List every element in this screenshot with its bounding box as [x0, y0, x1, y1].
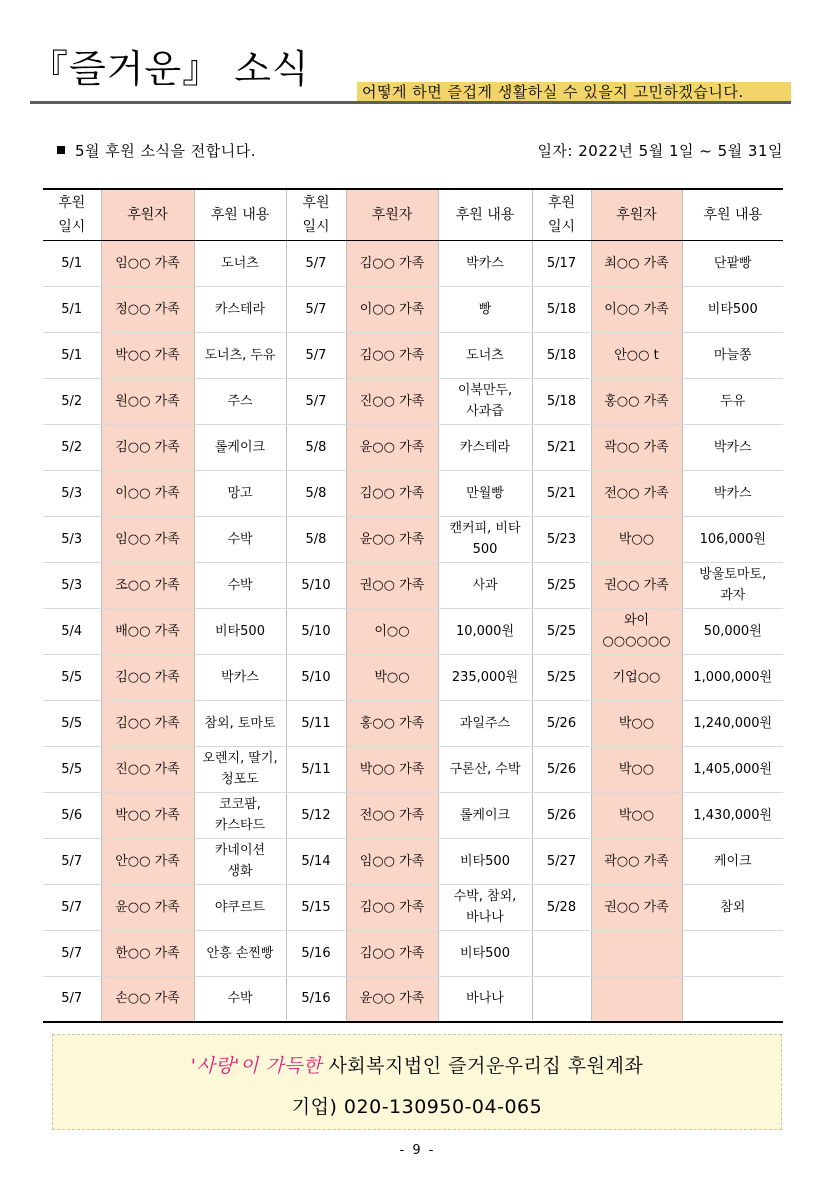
date-cell: 5/23 [532, 516, 591, 562]
date-cell: 5/7 [43, 976, 101, 1022]
date-cell: 5/3 [43, 562, 101, 608]
table-row [43, 240, 783, 286]
donor-cell: 최○○ 가족 [591, 240, 682, 286]
table-row [43, 792, 783, 838]
donor-cell: 진○○ 가족 [101, 746, 194, 792]
date-cell: 5/21 [532, 424, 591, 470]
item-cell: 주스 [194, 378, 286, 424]
donor-cell: 김○○ 가족 [346, 240, 438, 286]
date-cell: 5/8 [286, 516, 346, 562]
item-cell: 캔커피, 비타500 [438, 516, 532, 562]
table-row [43, 976, 783, 1022]
item-cell: 박카스 [194, 654, 286, 700]
table-row [43, 378, 783, 424]
item-cell: 수박 [194, 516, 286, 562]
item-cell: 사과 [438, 562, 532, 608]
date-cell: 5/2 [43, 378, 101, 424]
donor-cell: 박○○ [591, 746, 682, 792]
table-row [43, 746, 783, 792]
column-header: 후원자 [591, 189, 682, 240]
donor-cell: 안○○ 가족 [101, 838, 194, 884]
donor-cell: 임○○ 가족 [101, 240, 194, 286]
table-row [43, 424, 783, 470]
donor-cell: 임○○ 가족 [346, 838, 438, 884]
date-cell: 5/25 [532, 654, 591, 700]
item-cell: 코코팜, 카스타드 [194, 792, 286, 838]
table-row [43, 608, 783, 654]
date-cell: 5/7 [286, 286, 346, 332]
date-cell: 5/25 [532, 562, 591, 608]
date-cell [532, 930, 591, 976]
donor-cell: 김○○ 가족 [101, 700, 194, 746]
date-cell: 5/16 [286, 930, 346, 976]
date-cell: 5/26 [532, 746, 591, 792]
donor-cell: 김○○ 가족 [346, 470, 438, 516]
item-cell: 카스테라 [438, 424, 532, 470]
item-cell: 1,405,000원 [682, 746, 783, 792]
column-header: 후원 내용 [194, 189, 286, 240]
item-cell: 망고 [194, 470, 286, 516]
item-cell: 박카스 [682, 424, 783, 470]
date-cell: 5/8 [286, 470, 346, 516]
donor-cell: 전○○ 가족 [346, 792, 438, 838]
item-cell: 마늘쫑 [682, 332, 783, 378]
donor-cell: 이○○ 가족 [101, 470, 194, 516]
date-cell: 5/18 [532, 286, 591, 332]
date-cell: 5/28 [532, 884, 591, 930]
donor-cell: 박○○ 가족 [346, 746, 438, 792]
donor-cell: 전○○ 가족 [591, 470, 682, 516]
item-cell: 방울토마토, 과자 [682, 562, 783, 608]
item-cell: 단팥빵 [682, 240, 783, 286]
item-cell: 235,000원 [438, 654, 532, 700]
date-cell: 5/10 [286, 654, 346, 700]
donor-cell: 윤○○ 가족 [346, 516, 438, 562]
donor-cell: 김○○ 가족 [101, 424, 194, 470]
table-header-row [43, 189, 783, 240]
header-rule [30, 101, 791, 104]
item-cell: 수박 [194, 562, 286, 608]
donor-cell: 한○○ 가족 [101, 930, 194, 976]
table-row [43, 286, 783, 332]
item-cell: 1,240,000원 [682, 700, 783, 746]
donor-cell: 이○○ 가족 [346, 286, 438, 332]
date-cell: 5/12 [286, 792, 346, 838]
donor-cell: 손○○ 가족 [101, 976, 194, 1022]
column-header: 후원 내용 [682, 189, 783, 240]
item-cell: 1,000,000원 [682, 654, 783, 700]
item-cell: 케이크 [682, 838, 783, 884]
table-row [43, 700, 783, 746]
donor-cell: 김○○ 가족 [346, 884, 438, 930]
item-cell: 참외, 토마토 [194, 700, 286, 746]
table-row [43, 332, 783, 378]
donor-cell: 안○○ t [591, 332, 682, 378]
donor-cell: 김○○ 가족 [346, 332, 438, 378]
item-cell: 비타500 [682, 286, 783, 332]
date-cell: 5/25 [532, 608, 591, 654]
date-cell: 5/21 [532, 470, 591, 516]
item-cell: 야쿠르트 [194, 884, 286, 930]
donor-cell: 권○○ 가족 [591, 884, 682, 930]
donor-cell: 이○○ 가족 [591, 286, 682, 332]
donor-cell: 박○○ 가족 [101, 792, 194, 838]
donor-cell: 박○○ [591, 700, 682, 746]
table-row [43, 470, 783, 516]
item-cell: 수박 [194, 976, 286, 1022]
table-body [43, 240, 783, 1022]
column-header: 후원 일시 [43, 189, 101, 240]
donor-cell: 곽○○ 가족 [591, 838, 682, 884]
date-cell: 5/7 [286, 378, 346, 424]
newsletter-subtitle: 어떻게 하면 즐겁게 생활하실 수 있을지 고민하겠습니다. [357, 82, 791, 103]
donor-cell: 박○○ 가족 [101, 332, 194, 378]
date-cell [532, 976, 591, 1022]
donor-cell: 윤○○ 가족 [346, 424, 438, 470]
item-cell: 이북만두, 사과즙 [438, 378, 532, 424]
item-cell: 박카스 [438, 240, 532, 286]
donor-cell: 조○○ 가족 [101, 562, 194, 608]
date-cell: 5/3 [43, 516, 101, 562]
headline-text: 5월 후원 소식을 전합니다. [75, 142, 257, 160]
date-cell: 5/4 [43, 608, 101, 654]
item-cell: 도너츠 [194, 240, 286, 286]
item-cell: 만월빵 [438, 470, 532, 516]
date-cell: 5/8 [286, 424, 346, 470]
date-cell: 5/14 [286, 838, 346, 884]
item-cell: 비타500 [438, 838, 532, 884]
date-cell: 5/5 [43, 700, 101, 746]
date-cell: 5/1 [43, 332, 101, 378]
account-number: 기업) 020-130950-04-065 [291, 1096, 543, 1118]
column-header: 후원 일시 [286, 189, 346, 240]
date-cell: 5/15 [286, 884, 346, 930]
donor-cell: 배○○ 가족 [101, 608, 194, 654]
section-headline [57, 140, 256, 161]
date-cell: 5/7 [286, 240, 346, 286]
donation-account-box [52, 1034, 782, 1130]
organization-name: 사회복지법인 즐거운우리집 후원계좌 [328, 1055, 644, 1077]
account-heading [53, 1051, 781, 1078]
donor-cell: 이○○ [346, 608, 438, 654]
date-cell: 5/27 [532, 838, 591, 884]
donor-cell: 임○○ 가족 [101, 516, 194, 562]
date-cell: 5/11 [286, 746, 346, 792]
donor-cell: 김○○ 가족 [346, 930, 438, 976]
date-cell: 5/7 [43, 838, 101, 884]
item-cell: 참외 [682, 884, 783, 930]
item-cell: 롤케이크 [194, 424, 286, 470]
date-cell: 5/26 [532, 792, 591, 838]
date-cell: 5/18 [532, 378, 591, 424]
donor-cell [591, 930, 682, 976]
item-cell: 카네이션 생화 [194, 838, 286, 884]
table-row [43, 838, 783, 884]
table-row [43, 654, 783, 700]
donor-cell: 윤○○ 가족 [101, 884, 194, 930]
donor-cell: 권○○ 가족 [591, 562, 682, 608]
column-header: 후원자 [101, 189, 194, 240]
table-row [43, 930, 783, 976]
item-cell: 10,000원 [438, 608, 532, 654]
date-cell: 5/10 [286, 608, 346, 654]
item-cell: 1,430,000원 [682, 792, 783, 838]
item-cell: 비타500 [194, 608, 286, 654]
donor-cell: 홍○○ 가족 [591, 378, 682, 424]
donor-cell: 정○○ 가족 [101, 286, 194, 332]
donor-cell: 윤○○ 가족 [346, 976, 438, 1022]
column-header: 후원자 [346, 189, 438, 240]
date-cell: 5/7 [286, 332, 346, 378]
column-header: 후원 내용 [438, 189, 532, 240]
date-cell: 5/10 [286, 562, 346, 608]
date-cell: 5/5 [43, 654, 101, 700]
item-cell: 구론산, 수박 [438, 746, 532, 792]
donor-cell: 원○○ 가족 [101, 378, 194, 424]
square-bullet-icon [57, 146, 65, 154]
item-cell: 비타500 [438, 930, 532, 976]
item-cell: 도너츠 [438, 332, 532, 378]
item-cell: 박카스 [682, 470, 783, 516]
love-phrase: '사랑'이 가득한 [190, 1055, 322, 1077]
date-cell: 5/1 [43, 286, 101, 332]
donor-cell: 홍○○ 가족 [346, 700, 438, 746]
item-cell: 롤케이크 [438, 792, 532, 838]
item-cell: 과일주스 [438, 700, 532, 746]
column-header: 후원 일시 [532, 189, 591, 240]
date-cell: 5/3 [43, 470, 101, 516]
donor-cell: 기업○○ [591, 654, 682, 700]
donor-cell: 와이 ○○○○○○ [591, 608, 682, 654]
donor-cell: 박○○ [591, 516, 682, 562]
donor-cell [591, 976, 682, 1022]
item-cell: 카스테라 [194, 286, 286, 332]
date-cell: 5/5 [43, 746, 101, 792]
table-row [43, 884, 783, 930]
item-cell: 50,000원 [682, 608, 783, 654]
date-cell: 5/16 [286, 976, 346, 1022]
page-number: - 9 - [399, 1143, 436, 1158]
item-cell: 빵 [438, 286, 532, 332]
newsletter-title: 『즐거운』 소식 [30, 47, 310, 91]
item-cell: 바나나 [438, 976, 532, 1022]
date-cell: 5/2 [43, 424, 101, 470]
date-cell: 5/7 [43, 884, 101, 930]
item-cell [682, 976, 783, 1022]
date-cell: 5/18 [532, 332, 591, 378]
date-cell: 5/1 [43, 240, 101, 286]
item-cell: 106,000원 [682, 516, 783, 562]
item-cell: 두유 [682, 378, 783, 424]
item-cell: 안흥 손찐빵 [194, 930, 286, 976]
donor-cell: 진○○ 가족 [346, 378, 438, 424]
table-row [43, 562, 783, 608]
donor-cell: 권○○ 가족 [346, 562, 438, 608]
donor-cell: 박○○ [346, 654, 438, 700]
date-cell: 5/6 [43, 792, 101, 838]
item-cell: 도너츠, 두유 [194, 332, 286, 378]
donor-cell: 박○○ [591, 792, 682, 838]
item-cell: 오렌지, 딸기, 청포도 [194, 746, 286, 792]
item-cell [682, 930, 783, 976]
donor-cell: 김○○ 가족 [101, 654, 194, 700]
item-cell: 수박, 참외, 바나나 [438, 884, 532, 930]
date-cell: 5/26 [532, 700, 591, 746]
date-cell: 5/7 [43, 930, 101, 976]
period-date: 일자: 2022년 5월 1일 ~ 5월 31일 [537, 142, 783, 160]
donation-table [43, 188, 783, 1023]
donor-cell: 곽○○ 가족 [591, 424, 682, 470]
table-row [43, 516, 783, 562]
date-cell: 5/17 [532, 240, 591, 286]
date-cell: 5/11 [286, 700, 346, 746]
